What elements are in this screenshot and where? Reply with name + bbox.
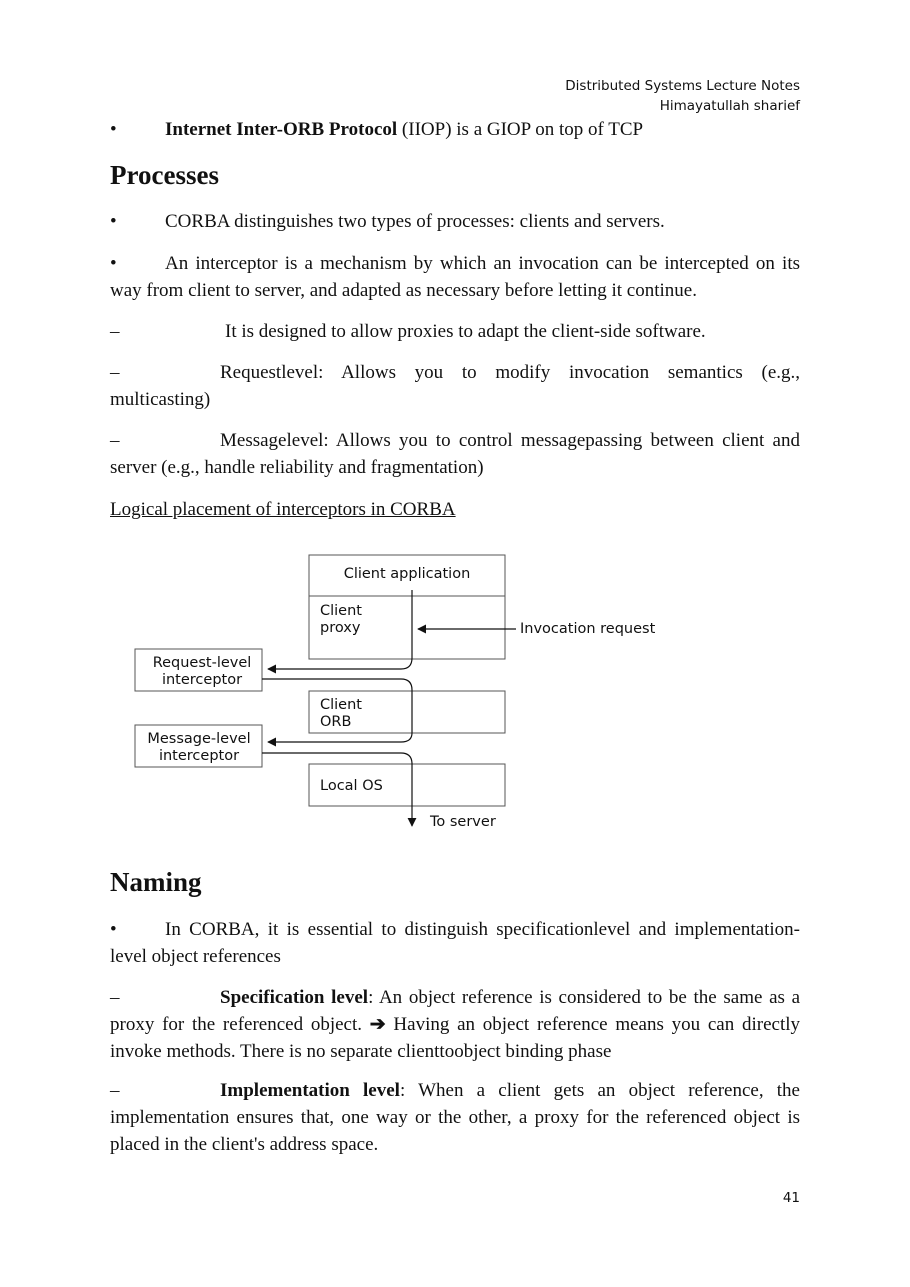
- client-orb-label-1: Client: [320, 697, 362, 713]
- client-proxy-label-1: Client: [320, 603, 362, 619]
- client-orb-label-2: ORB: [320, 714, 352, 730]
- processes-dash-2: – Requestlevel: Allows you to modify invocation semantics (e.g., multicasting): [110, 362, 800, 410]
- processes-dash-1: – It is designed to allow proxies to adapt the client-side software.: [110, 321, 706, 342]
- client-proxy-label-2: proxy: [320, 620, 361, 636]
- processes-dash-3: – Messagelevel: Allows you to control messagepassing between client and server (e.g., handle reliability and fragmentation): [110, 430, 800, 478]
- header-course-title: Distributed Systems Lecture Notes: [565, 78, 800, 94]
- request-interceptor-label-1: Request-level: [152, 655, 252, 671]
- processes-bullet-2: • An interceptor is a mechanism by which an invocation can be intercepted on its way from client to server, and adapted as necessary before letting it continue.: [110, 253, 800, 301]
- right-arrow-icon: ➔: [369, 1014, 386, 1035]
- figure-caption: Logical placement of interceptors in CORBA: [110, 499, 456, 520]
- invocation-request-label: Invocation request: [520, 621, 656, 637]
- naming-bullet-1: • In CORBA, it is essential to distinguish specificationlevel and implementation-level object references: [110, 919, 800, 967]
- naming-dash-2: – Implementation level: When a client gets an object reference, the implementation ensures that, one way or the other, a proxy for the referenced object is placed in the client's address space.: [110, 1080, 800, 1155]
- to-server-label: To server: [430, 814, 496, 830]
- message-interceptor-label-1: Message-level: [147, 731, 251, 747]
- implementation-level-term: Implementation level: [220, 1080, 400, 1101]
- header-author: Himayatullah sharief: [659, 98, 800, 114]
- request-interceptor-label-2: interceptor: [161, 672, 243, 688]
- page-number: 41: [782, 1190, 800, 1206]
- running-header: [565, 76, 800, 116]
- specification-level-term: Specification level: [220, 987, 369, 1008]
- naming-dash-1: – Specification level: An object reference is considered to be the same as a proxy for the referenced object. ➔ Having an object reference means you can directly invoke methods. There is no separate clienttoobject binding phase: [110, 987, 801, 1062]
- processes-bullet-1: • CORBA distinguishes two types of processes: clients and servers.: [110, 211, 665, 232]
- client-application-label: Client application: [343, 566, 471, 582]
- iiop-bullet: • Internet Inter-ORB Protocol (IIOP) is a GIOP on top of TCP: [110, 119, 644, 140]
- iiop-term: Internet Inter-ORB Protocol: [165, 119, 398, 140]
- heading-processes: Processes: [110, 160, 219, 190]
- message-interceptor-label-2: interceptor: [158, 748, 240, 764]
- heading-naming: Naming: [110, 867, 202, 897]
- local-os-label: Local OS: [320, 778, 383, 794]
- interceptor-diagram: [0, 540, 910, 840]
